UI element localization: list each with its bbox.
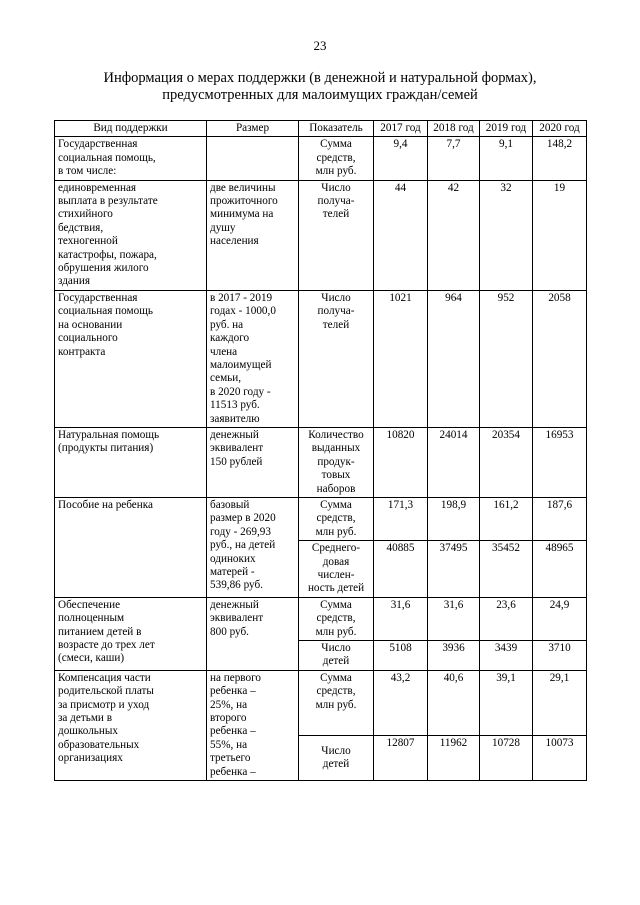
support-size: денежный эквивалент 150 рублей	[207, 427, 299, 497]
indicator: Число детей	[299, 736, 374, 781]
table-row	[55, 137, 587, 180]
table-row	[55, 180, 587, 290]
value-2020: 19	[533, 180, 587, 290]
value-2019: 10728	[480, 736, 533, 781]
support-size: две величины прожиточного минимума на душу населения	[207, 180, 299, 290]
value-2017: 5108	[374, 641, 428, 671]
header-2017: 2017 год	[374, 121, 428, 137]
indicator: Число получа- телей	[299, 290, 374, 427]
value-2018: 198,9	[428, 497, 480, 540]
value-2017: 171,3	[374, 497, 428, 540]
page-title	[0, 70, 640, 104]
header-row	[55, 121, 587, 137]
indicator: Число получа- телей	[299, 180, 374, 290]
value-2019: 32	[480, 180, 533, 290]
value-2020: 29,1	[533, 670, 587, 735]
support-type: единовременная выплата в результате стихийного бедствия, техногенной катастрофы, пожара, обрушения жилого здания	[55, 180, 207, 290]
support-type: Государственная социальная помощь на основании социального контракта	[55, 290, 207, 427]
value-2020: 148,2	[533, 137, 587, 180]
header-size: Размер	[207, 121, 299, 137]
value-2017: 31,6	[374, 597, 428, 640]
title-line-1: Информация о мерах поддержки (в денежной и натуральной формах),	[103, 70, 537, 86]
indicator: Сумма средств, млн руб.	[299, 137, 374, 180]
value-2017: 9,4	[374, 137, 428, 180]
value-2018: 11962	[428, 736, 480, 781]
support-type: Обеспечение полноценным питанием детей в возрасте до трех лет (смеси, каши)	[55, 597, 207, 670]
value-2020: 24,9	[533, 597, 587, 640]
value-2018: 37495	[428, 541, 480, 598]
value-2019: 3439	[480, 641, 533, 671]
page-number: 23	[313, 38, 327, 53]
support-size: базовый размер в 2020 году - 269,93 руб., на детей одиноких матерей - 539,86 руб.	[207, 497, 299, 597]
value-2020: 3710	[533, 641, 587, 671]
title-line-2: предусмотренных для малоимущих граждан/семей	[162, 87, 478, 103]
value-2017: 43,2	[374, 670, 428, 735]
value-2020: 10073	[533, 736, 587, 781]
value-2020: 16953	[533, 427, 587, 497]
value-2019: 23,6	[480, 597, 533, 640]
value-2019: 39,1	[480, 670, 533, 735]
value-2020: 48965	[533, 541, 587, 598]
support-size	[207, 137, 299, 180]
indicator: Сумма средств, млн руб.	[299, 597, 374, 640]
value-2018: 24014	[428, 427, 480, 497]
value-2018: 31,6	[428, 597, 480, 640]
support-type: Государственная социальная помощь, в том числе:	[55, 137, 207, 180]
value-2017: 40885	[374, 541, 428, 598]
table-row	[55, 670, 587, 735]
indicator: Количество выданных продук- товых наборов	[299, 427, 374, 497]
value-2019: 9,1	[480, 137, 533, 180]
support-size: в 2017 - 2019 годах - 1000,0 руб. на каждого члена малоимущей семьи, в 2020 году - 11513 руб. заявителю	[207, 290, 299, 427]
indicator: Среднего- довая числен- ность детей	[299, 541, 374, 598]
value-2017: 1021	[374, 290, 428, 427]
indicator: Сумма средств, млн руб.	[299, 670, 374, 735]
value-2019: 35452	[480, 541, 533, 598]
value-2017: 12807	[374, 736, 428, 781]
indicator: Число детей	[299, 641, 374, 671]
value-2020: 187,6	[533, 497, 587, 540]
header-2018: 2018 год	[428, 121, 480, 137]
support-size: на первого ребенка – 25%, на второго ребенка – 55%, на третьего ребенка –	[207, 670, 299, 780]
header-support-type: Вид поддержки	[55, 121, 207, 137]
support-type: Натуральная помощь (продукты питания)	[55, 427, 207, 497]
value-2017: 10820	[374, 427, 428, 497]
value-2019: 161,2	[480, 497, 533, 540]
header-2020: 2020 год	[533, 121, 587, 137]
table-row	[55, 497, 587, 540]
value-2018: 42	[428, 180, 480, 290]
table-row	[55, 427, 587, 497]
table-row	[55, 290, 587, 427]
header-indicator: Показатель	[299, 121, 374, 137]
support-type: Пособие на ребенка	[55, 497, 207, 597]
value-2018: 3936	[428, 641, 480, 671]
indicator: Сумма средств, млн руб.	[299, 497, 374, 540]
support-type: Компенсация части родительской платы за присмотр и уход за детьми в дошкольных образовательных организациях	[55, 670, 207, 780]
support-measures-table	[54, 120, 587, 781]
value-2017: 44	[374, 180, 428, 290]
value-2019: 20354	[480, 427, 533, 497]
value-2018: 964	[428, 290, 480, 427]
support-size: денежный эквивалент 800 руб.	[207, 597, 299, 670]
value-2018: 40,6	[428, 670, 480, 735]
value-2018: 7,7	[428, 137, 480, 180]
header-2019: 2019 год	[480, 121, 533, 137]
value-2020: 2058	[533, 290, 587, 427]
value-2019: 952	[480, 290, 533, 427]
table-row	[55, 597, 587, 640]
